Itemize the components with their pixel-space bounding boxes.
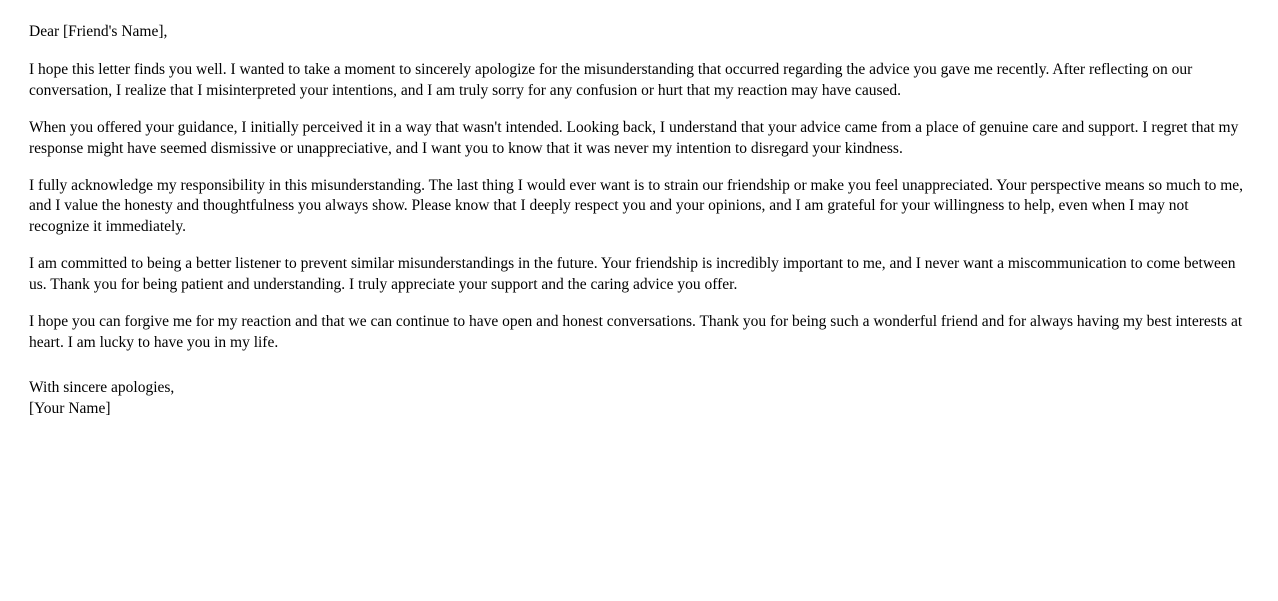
paragraph-4: I am committed to being a better listener to prevent similar misunderstandings in the future. Your friendship is incredibly important to me, and I never want a miscommunication to come between us. Thank you for being patient and understanding. I truly appreciate your support and the caring advice you offer. bbox=[29, 255, 1236, 294]
closing-block bbox=[29, 378, 1248, 420]
signature-name: [Your Name] bbox=[29, 399, 111, 417]
paragraph-1: I hope this letter finds you well. I wanted to take a moment to sincerely apologize for the misunderstanding that occurred regarding the advice you gave me recently. After reflecting on our conversation, I realize that I misinterpreted your intentions, and I am truly sorry for any confusion or hurt that my reaction may have caused. bbox=[29, 60, 1193, 99]
paragraph-2: When you offered your guidance, I initially perceived it in a way that wasn't intended. Looking back, I understand that your advice came from a place of genuine care and support. I regret that my response might have seemed dismissive or unappreciative, and I want you to know that it was never my intention to disregard your kindness. bbox=[29, 118, 1239, 157]
closing-phrase: With sincere apologies, bbox=[29, 378, 175, 396]
paragraph-5: I hope you can forgive me for my reaction and that we can continue to have open and honest conversations. Thank you for being such a wonderful friend and for always having my best interests at heart. I am lucky to have you in my life. bbox=[29, 313, 1243, 352]
paragraph-3: I fully acknowledge my responsibility in this misunderstanding. The last thing I would ever want is to strain our friendship or make you feel unappreciated. Your perspective means so much to me, and I value the honesty and thoughtfulness you always show. Please know that I deeply respect you and your opinions, and I am grateful for your willingness to help, even when I may not recognize it immediately. bbox=[29, 176, 1244, 236]
salutation: Dear [Friend's Name], bbox=[29, 23, 168, 40]
